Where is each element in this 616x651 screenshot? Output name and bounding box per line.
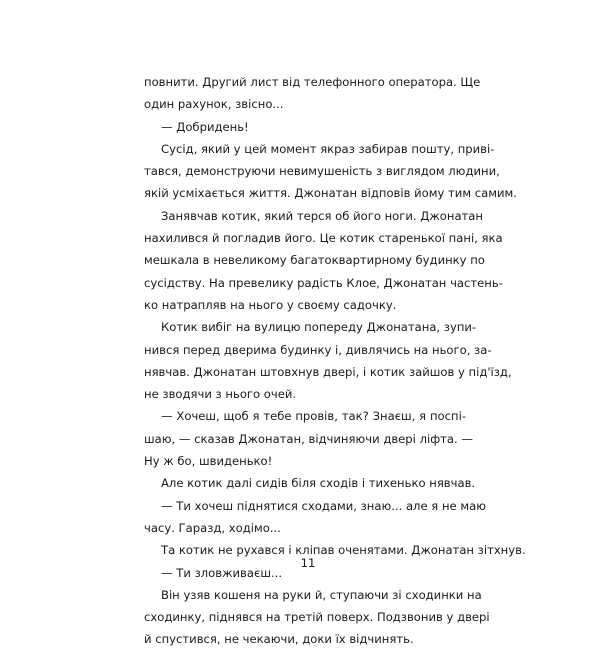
- text-line: якій усміхається життя. Джонатан відповів йому тим самим.: [144, 186, 517, 201]
- page-number: 11: [300, 556, 316, 570]
- text-line: сходинку, піднявся на третій поверх. Подзвонив у двері: [144, 610, 490, 625]
- text-line: — Хочеш, щоб я тебе провів, так? Знаєш, я поспі-: [161, 409, 466, 424]
- text-line: шаю, — сказав Джонатан, відчиняючи двері ліфта. —: [144, 431, 473, 446]
- text-line: сусідству. На превелику радість Клое, Джонатан частень-: [144, 275, 503, 290]
- text-line: нявчав. Джонатан штовхнув двері, і котик зайшов у під'їзд,: [144, 364, 512, 379]
- text-line: — Ти хочеш піднятися сходами, знаю... але я не маю: [161, 498, 486, 513]
- text-line: Він узяв кошеня на руки й, ступаючи зі сходинки на: [161, 587, 482, 602]
- text-line: — Добридень!: [161, 119, 249, 134]
- text-line: один рахунок, звісно...: [144, 97, 284, 112]
- text-line: Але котик далі сидів біля сходів і тихенько нявчав.: [161, 476, 476, 491]
- text-line: ко натрапляв на нього у своєму садочку.: [144, 297, 397, 312]
- text-line: тався, демонструючи невимушеність з виглядом людини,: [144, 164, 500, 179]
- text-line: Та котик не рухався і кліпав оченятами. Джонатан зітхнув.: [161, 543, 526, 558]
- text-line: — Ти зловживаєш...: [161, 565, 283, 580]
- text-line: не зводячи з нього очей.: [144, 387, 297, 402]
- text-line: Сусід, який у цей момент якраз забирав пошту, приві-: [161, 141, 495, 156]
- text-line: мешкала в невеликому багатоквартирному будинку по: [144, 253, 485, 268]
- text-line: Ну ж бо, швиденько!: [144, 454, 273, 469]
- text-line: часу. Гаразд, ходімо...: [144, 520, 281, 535]
- text-line: Котик вибіг на вулицю попереду Джонатана, зупи-: [161, 320, 477, 335]
- text-line: нахилився й погладив його. Це котик старенької пані, яка: [144, 231, 503, 246]
- text-line: Занявчав котик, який терся об його ноги. Джонатан: [161, 208, 483, 223]
- text-line: повнити. Другий лист від телефонного оператора. Ще: [144, 75, 481, 89]
- text-line: й спустився, не чекаючи, доки їх відчинять.: [144, 632, 414, 647]
- text-line: нився перед дверима будинку і, дивлячись на нього, за-: [144, 342, 492, 357]
